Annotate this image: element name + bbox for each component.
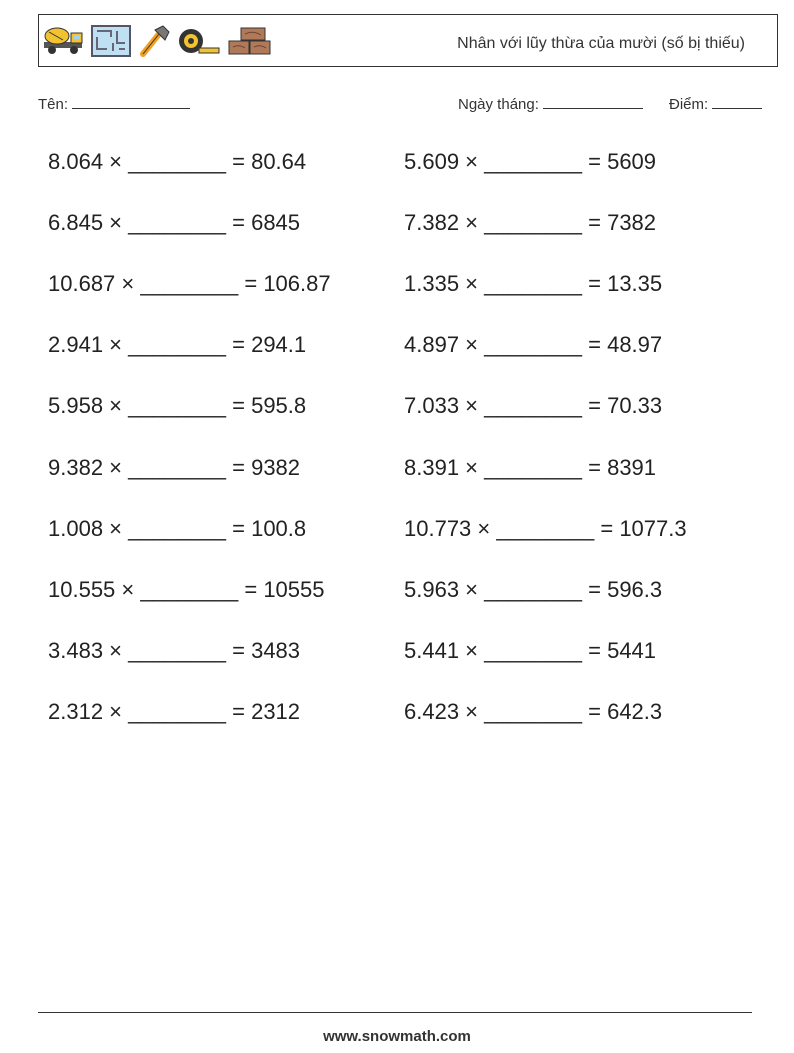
name-blank[interactable]	[72, 94, 190, 109]
wood-planks-icon	[227, 26, 271, 56]
problem-left: 9.382 × ________ = 9382	[48, 455, 301, 480]
maze-blueprint-icon	[91, 25, 131, 57]
problem-right: 6.423 × ________ = 642.3	[404, 699, 663, 724]
problem-left: 10.555 × ________ = 10555	[48, 577, 325, 602]
score-blank[interactable]	[712, 94, 762, 109]
date-blank[interactable]	[543, 94, 643, 109]
problem-right: 7.033 × ________ = 70.33	[404, 393, 663, 418]
problem-left: 5.958 × ________ = 595.8	[48, 393, 307, 418]
problem-right: 5.609 × ________ = 5609	[404, 149, 657, 174]
footer-divider	[38, 1012, 752, 1013]
worksheet-header	[38, 14, 778, 67]
problem-right: 5.963 × ________ = 596.3	[404, 577, 663, 602]
problem-left: 6.845 × ________ = 6845	[48, 210, 301, 235]
problem-right: 1.335 × ________ = 13.35	[404, 271, 663, 296]
name-label: Tên:	[38, 96, 69, 113]
problem-left: 8.064 × ________ = 80.64	[48, 149, 307, 174]
problem-right: 10.773 × ________ = 1077.3	[404, 516, 687, 541]
tape-measure-icon	[177, 26, 221, 56]
score-field	[669, 94, 762, 113]
footer-url: www.snowmath.com	[323, 1028, 471, 1045]
problem-right: 5.441 × ________ = 5441	[404, 638, 657, 663]
problem-left: 10.687 × ________ = 106.87	[48, 271, 331, 296]
problem-right: 7.382 × ________ = 7382	[404, 210, 657, 235]
header-icons	[43, 24, 271, 58]
name-field	[38, 94, 190, 113]
problem-left: 3.483 × ________ = 3483	[48, 638, 301, 663]
problem-left: 1.008 × ________ = 100.8	[48, 516, 307, 541]
worksheet-title: Nhân với lũy thừa của mười (số bị thiếu)	[457, 35, 745, 52]
wrench-icon	[137, 24, 171, 58]
problem-right: 8.391 × ________ = 8391	[404, 455, 657, 480]
date-label: Ngày tháng:	[458, 96, 539, 113]
score-label: Điểm:	[669, 96, 709, 113]
problem-left: 2.941 × ________ = 294.1	[48, 332, 307, 357]
cement-truck-icon	[43, 26, 85, 56]
problem-left: 2.312 × ________ = 2312	[48, 699, 301, 724]
problem-right: 4.897 × ________ = 48.97	[404, 332, 663, 357]
date-field	[458, 94, 643, 113]
